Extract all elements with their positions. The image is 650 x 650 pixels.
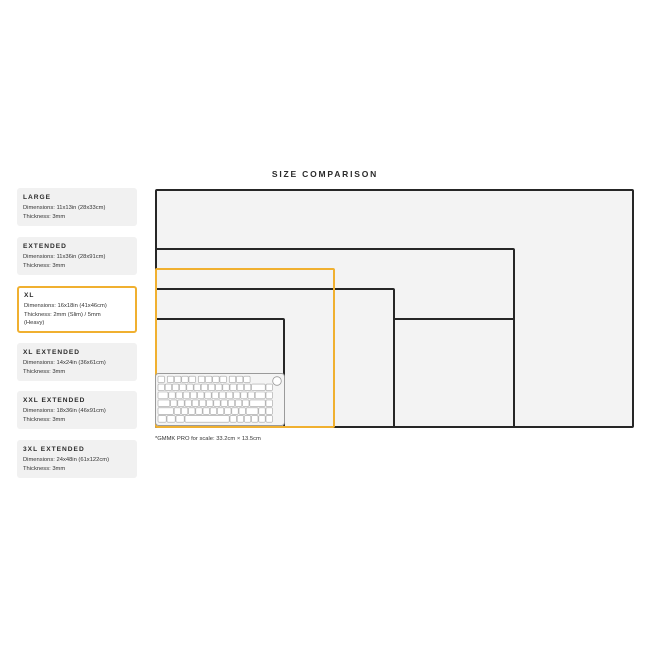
keycap — [259, 416, 265, 423]
keycap — [198, 376, 204, 383]
keycap — [192, 400, 198, 407]
keycap — [194, 384, 200, 391]
keycap — [219, 392, 225, 399]
keycap — [252, 384, 266, 391]
keycap — [178, 400, 184, 407]
scale-note: *GMMK PRO for scale: 33.2cm × 13.5cm — [155, 436, 261, 442]
keycap — [185, 416, 229, 423]
size-name: XL EXTENDED — [23, 349, 81, 356]
keycap — [207, 400, 213, 407]
keycap — [244, 384, 250, 391]
keycap — [171, 400, 177, 407]
keycap — [189, 376, 195, 383]
keycap — [212, 392, 218, 399]
keycap — [175, 376, 181, 383]
keycap — [180, 384, 186, 391]
keycap — [205, 392, 211, 399]
keycap — [225, 408, 231, 415]
keycap — [255, 392, 265, 399]
keycap — [266, 400, 272, 407]
keycap — [158, 400, 170, 407]
size-card-xl — [17, 286, 137, 333]
keycap — [198, 392, 204, 399]
volume-knob-icon — [273, 377, 282, 386]
keycap — [232, 408, 238, 415]
keycap — [165, 384, 171, 391]
size-name: 3XL EXTENDED — [23, 446, 85, 453]
keycap — [201, 384, 207, 391]
size-dimensions: Dimensions: 11x13in (28x33cm) — [23, 205, 106, 211]
keycap — [183, 392, 189, 399]
keycap — [208, 384, 214, 391]
keycap — [174, 408, 180, 415]
size-thickness: Thickness: 3mm — [23, 262, 66, 269]
keycap — [189, 408, 195, 415]
size-dimensions: Dimensions: 16x18in (41x46cm) — [24, 303, 107, 309]
keycap — [217, 408, 223, 415]
keycap — [214, 400, 220, 407]
keycap — [243, 400, 249, 407]
keycap — [244, 376, 250, 383]
size-name: XXL EXTENDED — [23, 397, 86, 404]
keycap — [236, 376, 242, 383]
keycap — [199, 400, 205, 407]
keycap — [176, 416, 184, 423]
size-thickness: Thickness: 3mm — [23, 416, 66, 423]
keycap — [176, 392, 182, 399]
keycap — [167, 416, 175, 423]
keycap — [235, 400, 241, 407]
keycap — [172, 384, 178, 391]
keycap — [252, 416, 258, 423]
keycap — [226, 392, 232, 399]
keycap — [230, 416, 236, 423]
size-card-extended — [17, 237, 137, 275]
keycap — [239, 408, 245, 415]
size-card-xxl-extended — [17, 391, 137, 429]
size-name: EXTENDED — [23, 243, 67, 250]
keycap — [187, 384, 193, 391]
keycap — [241, 392, 247, 399]
keycap — [158, 408, 173, 415]
keyboard-illustration — [155, 373, 285, 426]
size-name: XL — [24, 292, 35, 299]
keycap — [185, 400, 191, 407]
keycap — [167, 376, 173, 383]
keycap — [230, 384, 236, 391]
size-dimensions: Dimensions: 18x36in (46x91cm) — [23, 408, 106, 414]
keycap — [158, 392, 168, 399]
keycap — [216, 384, 222, 391]
keycap — [158, 384, 164, 391]
size-thickness: Thickness: 3mm — [23, 368, 66, 375]
keycap — [266, 416, 272, 423]
keycap — [259, 408, 265, 415]
keycap — [181, 408, 187, 415]
size-thickness: Thickness: 2mm (Slim) / 5mm — [24, 311, 101, 318]
keycap — [248, 392, 254, 399]
size-dimensions: Dimensions: 24x48in (61x122cm) — [23, 457, 110, 463]
size-card-3xl-extended — [17, 440, 137, 478]
keycap — [250, 400, 265, 407]
keycap — [266, 392, 272, 399]
size-dimensions: Dimensions: 14x24in (36x61cm) — [23, 360, 106, 366]
keycap — [266, 408, 272, 415]
keycap — [246, 408, 258, 415]
size-card-xl-extended — [17, 343, 137, 381]
keycap — [213, 376, 219, 383]
keycap — [169, 392, 175, 399]
keycap — [203, 408, 209, 415]
keycap — [210, 408, 216, 415]
keycap — [234, 392, 240, 399]
keycap — [244, 416, 250, 423]
size-card-large — [17, 188, 137, 226]
keycap — [266, 384, 272, 391]
size-thickness: Thickness: 3mm — [23, 465, 66, 472]
size-thickness-extra: (Heavy) — [24, 320, 45, 327]
keycap — [182, 376, 188, 383]
keycap — [158, 376, 164, 383]
keycap — [206, 376, 212, 383]
keycap — [228, 400, 234, 407]
section-title: SIZE COMPARISON — [271, 169, 379, 179]
keycap — [190, 392, 196, 399]
keycap — [223, 384, 229, 391]
keycap — [221, 400, 227, 407]
keycap — [196, 408, 202, 415]
size-dimensions: Dimensions: 11x36in (28x91cm) — [23, 254, 106, 260]
keycap — [237, 384, 243, 391]
size-name: LARGE — [23, 194, 52, 201]
keycap — [229, 376, 235, 383]
keycap — [220, 376, 226, 383]
size-thickness: Thickness: 3mm — [23, 213, 66, 220]
keycap — [237, 416, 243, 423]
keycap — [158, 416, 166, 423]
